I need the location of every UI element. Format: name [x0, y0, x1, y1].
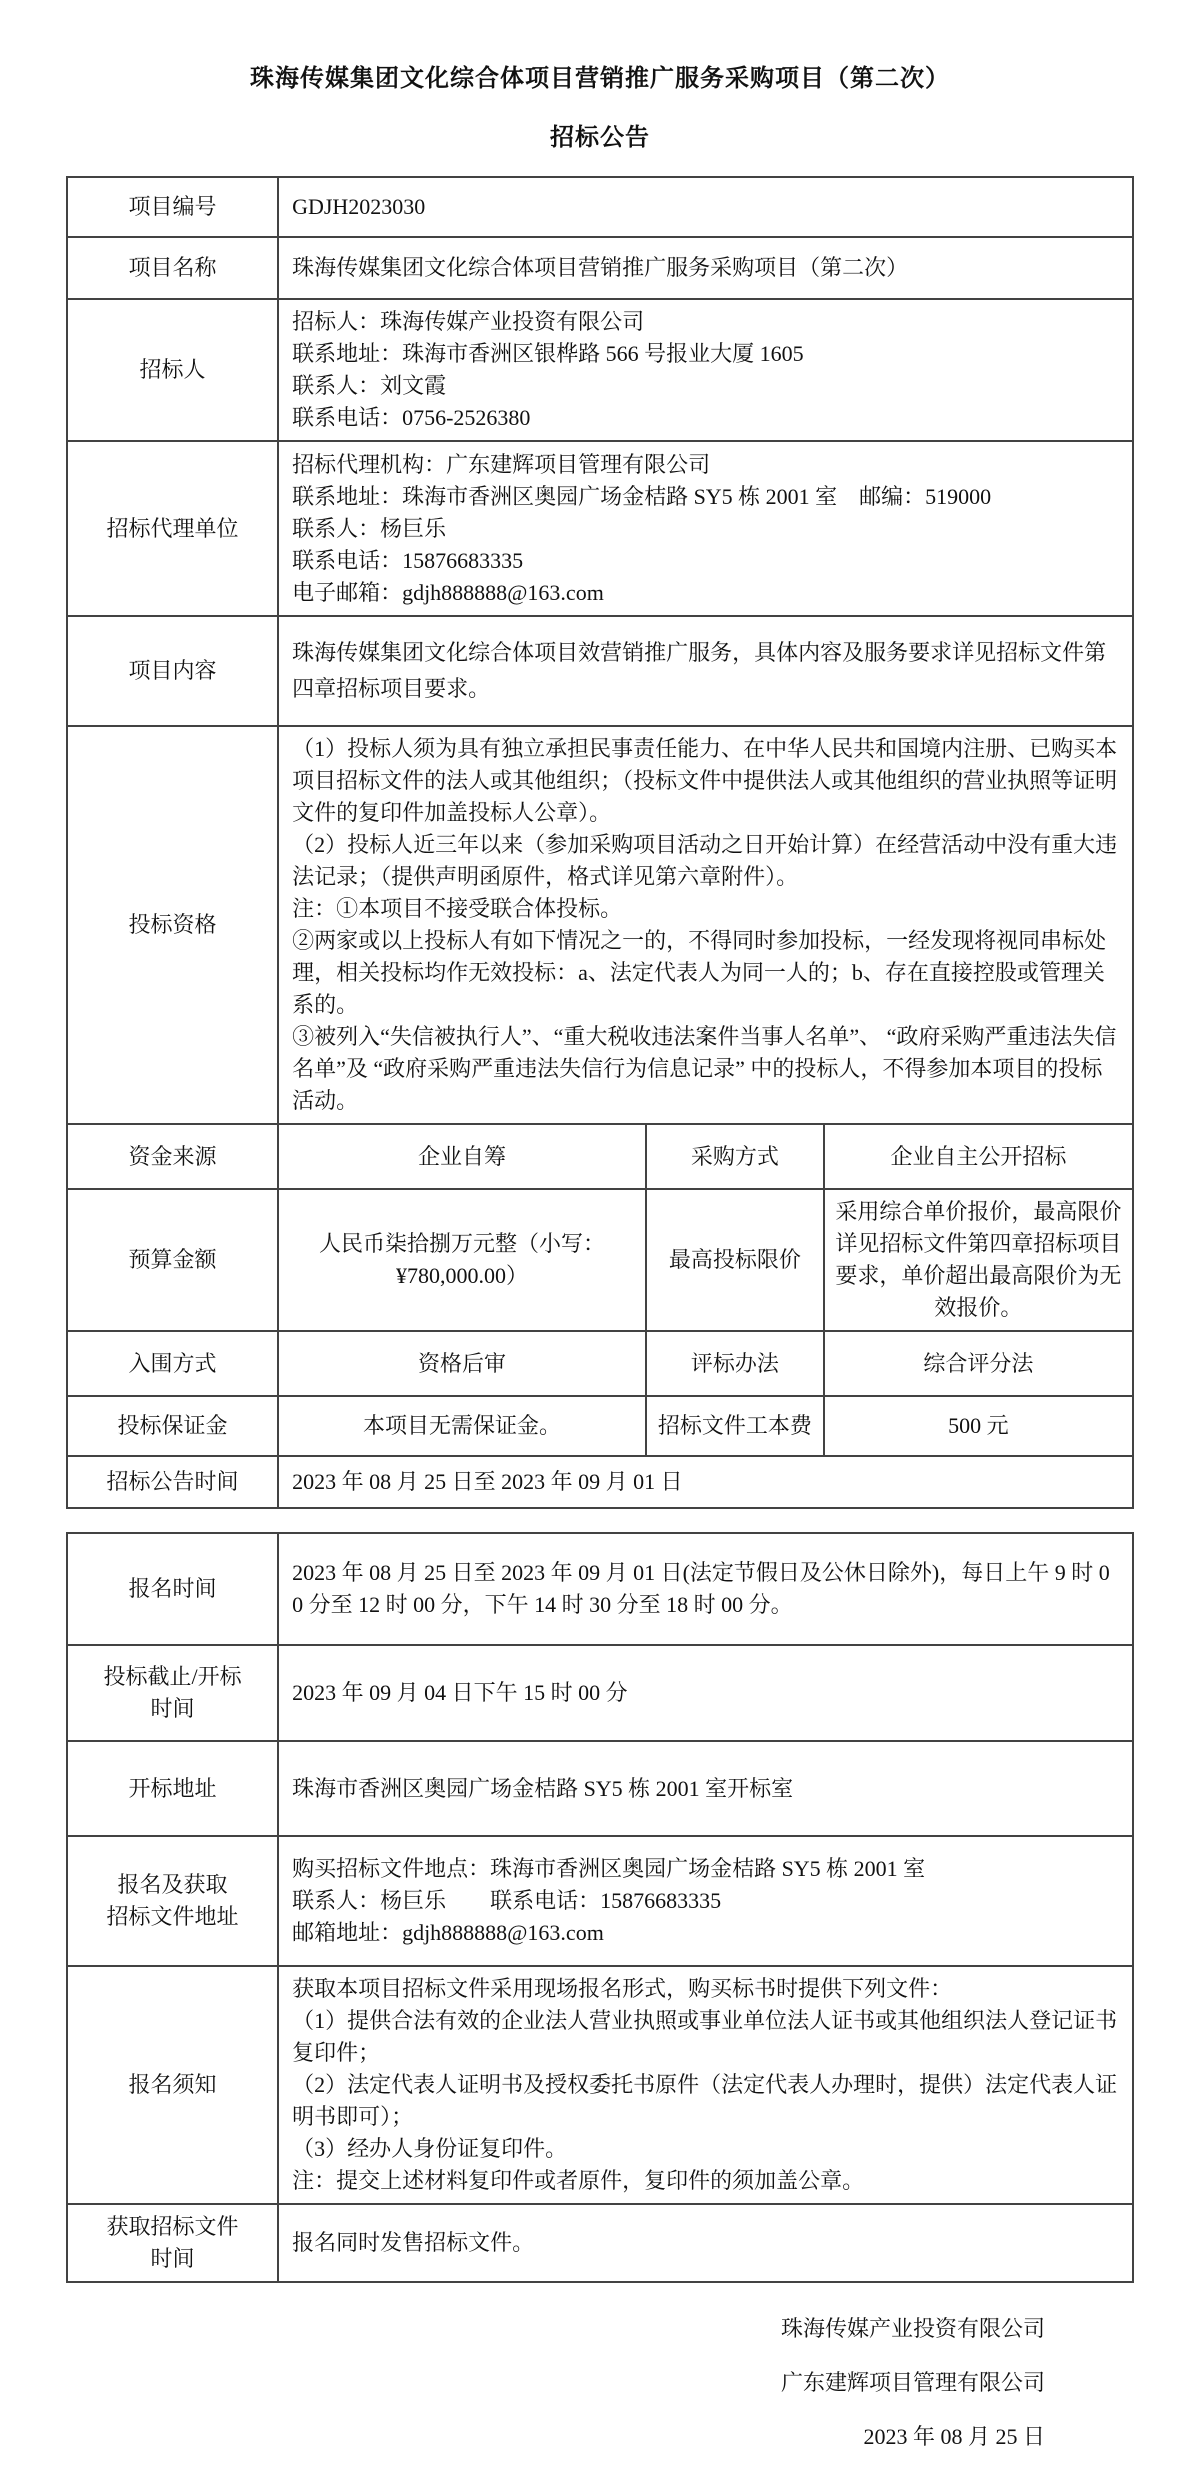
notice-item-3: （3）经办人身份证复印件。	[292, 2136, 568, 2161]
tenderer-address-line: 联系地址：珠海市香洲区银桦路 566 号报业大厦 1605	[292, 341, 804, 366]
shortlist-label: 入围方式	[67, 1331, 278, 1396]
doc-address-value	[278, 1836, 1133, 1966]
doc-address-email-line: 邮箱地址：gdjh888888@163.com	[292, 1920, 604, 1945]
row-budget	[67, 1189, 1133, 1331]
agency-phone-line: 联系电话：15876683335	[292, 547, 524, 573]
notice-item-1: （1）提供合法有效的企业法人营业执照或事业单位法人证书或其他组织法人登记证书复印件；	[292, 2008, 1118, 2065]
agency-contact-line: 联系人：杨巨乐	[292, 515, 447, 541]
announcement-period-label: 招标公告时间	[67, 1456, 278, 1508]
row-tenderer	[67, 299, 1133, 441]
doc-fee-value: 500 元	[824, 1396, 1133, 1456]
max-bid-price-value: 采用综合单价报价，最高限价详见招标文件第四章招标项目要求，单价超出最高限价为无效报价。	[824, 1189, 1133, 1331]
doc-address-contact-line: 联系人：杨巨乐 联系电话：15876683335	[292, 1888, 722, 1913]
bid-deadline-label	[67, 1645, 278, 1741]
agency-label: 招标代理单位	[67, 441, 278, 616]
qualification-note-3: ③被列入“失信被执行人”、“重大税收违法案件当事人名单”、 “政府采购严重违法失信名单”及 “政府采购严重违法失信行为信息记录” 中的投标人，不得参加本项目的投标活动。	[292, 1024, 1117, 1113]
doc-address-place-line: 购买招标文件地点：珠海市香洲区奥园广场金桔路 SY5 栋 2001 室	[292, 1856, 926, 1881]
open-address-value: 珠海市香洲区奥园广场金桔路 SY5 栋 2001 室开标室	[278, 1741, 1133, 1836]
announcement-period-value: 2023 年 08 月 25 日至 2023 年 09 月 01 日	[278, 1456, 1133, 1508]
qualification-item-1: （1）投标人须为具有独立承担民事责任能力、在中华人民共和国境内注册、已购买本项目招标文件的法人或其他组织；（投标文件中提供法人或其他组织的营业执照等证明文件的复印件加盖投标人公章）。	[292, 736, 1118, 825]
deposit-value: 本项目无需保证金。	[278, 1396, 646, 1456]
qualification-value	[278, 726, 1133, 1124]
funding-value: 企业自筹	[278, 1124, 646, 1189]
qualification-label: 投标资格	[67, 726, 278, 1124]
row-signup-time	[67, 1533, 1133, 1645]
tenderer-contact-line: 联系人：刘文霞	[292, 373, 447, 398]
tenderer-name-line: 招标人：珠海传媒产业投资有限公司	[292, 309, 645, 334]
signup-notice-value	[278, 1966, 1133, 2204]
project-name-value: 珠海传媒集团文化综合体项目营销推广服务采购项目（第二次）	[278, 237, 1133, 299]
row-signup-notice	[67, 1966, 1133, 2204]
max-bid-price-label: 最高投标限价	[646, 1189, 824, 1331]
notice-intro-line: 获取本项目招标文件采用现场报名形式，购买标书时提供下列文件：	[292, 1976, 953, 2001]
procurement-method-value: 企业自主公开招标	[824, 1124, 1133, 1189]
tenderer-signature: 珠海传媒产业投资有限公司	[780, 2316, 1045, 2341]
row-qualification	[67, 726, 1133, 1124]
tenderer-phone-line: 联系电话：0756-2526380	[292, 405, 531, 430]
row-doc-time	[67, 2204, 1133, 2282]
signup-notice-label: 报名须知	[67, 1966, 278, 2204]
page-subtitle: 招标公告	[550, 125, 650, 151]
signature-date: 2023 年 08 月 25 日	[863, 2424, 1045, 2449]
bid-deadline-value: 2023 年 09 月 04 日下午 15 时 00 分	[278, 1645, 1133, 1741]
tenderer-label: 招标人	[67, 299, 278, 441]
registration-table	[66, 1532, 1134, 2283]
doc-fee-label: 招标文件工本费	[646, 1396, 824, 1456]
doc-address-label-line-1: 报名及获取	[117, 1872, 228, 1897]
project-content-label: 项目内容	[67, 616, 278, 726]
doc-address-label-line-2: 招标文件地址	[106, 1904, 239, 1929]
doc-address-label	[67, 1836, 278, 1966]
notice-note-line: 注：提交上述材料复印件或者原件，复印件的须加盖公章。	[292, 2168, 865, 2193]
bid-deadline-label-line-2: 时间	[150, 1696, 195, 1721]
row-bid-deadline	[67, 1645, 1133, 1741]
evaluation-method-value: 综合评分法	[824, 1331, 1133, 1396]
doc-time-label	[67, 2204, 278, 2282]
bid-deadline-label-line-1: 投标截止/开标	[103, 1664, 242, 1689]
tenderer-value	[278, 299, 1133, 441]
budget-amount-words: 人民币柒拾捌万元整（小写：	[318, 1231, 605, 1256]
project-no-value: GDJH2023030	[278, 177, 1133, 237]
row-open-address	[67, 1741, 1133, 1836]
page-title: 珠海传媒集团文化综合体项目营销推广服务采购项目（第二次）	[250, 66, 950, 92]
qualification-note-1: 注：①本项目不接受联合体投标。	[292, 896, 623, 921]
row-doc-address	[67, 1836, 1133, 1966]
project-content-value: 珠海传媒集团文化综合体项目效营销推广服务，具体内容及服务要求详见招标文件第四章招标项目要求。	[278, 616, 1133, 726]
budget-amount-figures: ¥780,000.00）	[395, 1263, 528, 1288]
doc-time-label-line-2: 时间	[150, 2246, 195, 2271]
project-name-label: 项目名称	[67, 237, 278, 299]
open-address-label: 开标地址	[67, 1741, 278, 1836]
budget-label: 预算金额	[67, 1189, 278, 1331]
doc-time-label-line-1: 获取招标文件	[106, 2214, 239, 2239]
qualification-note-2: ②两家或以上投标人有如下情况之一的，不得同时参加投标，一经发现将视同串标处理，相关投标均作无效投标：a、法定代表人为同一人的；b、存在直接控股或管理关系的。	[292, 928, 1107, 1017]
tender-info-table	[66, 176, 1134, 1509]
row-project-name	[67, 237, 1133, 299]
row-deposit	[67, 1396, 1133, 1456]
funding-label: 资金来源	[67, 1124, 278, 1189]
deposit-label: 投标保证金	[67, 1396, 278, 1456]
row-project-no	[67, 177, 1133, 237]
notice-item-2: （2）法定代表人证明书及授权委托书原件（法定代表人办理时，提供）法定代表人证明书即可）；	[292, 2072, 1118, 2129]
evaluation-method-label: 评标办法	[646, 1331, 824, 1396]
row-project-content	[67, 616, 1133, 726]
agency-name-line: 招标代理机构：广东建辉项目管理有限公司	[292, 451, 711, 477]
signup-time-label: 报名时间	[67, 1533, 278, 1645]
row-announcement-period	[67, 1456, 1133, 1508]
budget-value	[278, 1189, 646, 1331]
signup-time-value: 2023 年 08 月 25 日至 2023 年 09 月 01 日(法定节假日及公休日除外)，每日上午 9 时 00 分至 12 时 00 分，下午 14 时 30 分至 18 时 00 分。	[278, 1533, 1133, 1645]
agency-email-line: 电子邮箱：gdjh888888@163.com	[292, 579, 604, 605]
row-agency	[67, 441, 1133, 616]
qualification-item-2: （2）投标人近三年以来（参加采购项目活动之日开始计算）在经营活动中没有重大违法记录；（提供声明函原件，格式详见第六章附件）。	[292, 832, 1118, 889]
shortlist-value: 资格后审	[278, 1331, 646, 1396]
row-shortlist	[67, 1331, 1133, 1396]
signature-footer	[0, 2313, 1200, 2453]
project-no-label: 项目编号	[67, 177, 278, 237]
agency-value	[278, 441, 1133, 616]
row-funding	[67, 1124, 1133, 1189]
procurement-method-label: 采购方式	[646, 1124, 824, 1189]
doc-time-value: 报名同时发售招标文件。	[278, 2204, 1133, 2282]
agency-signature: 广东建辉项目管理有限公司	[780, 2370, 1045, 2395]
agency-address-line: 联系地址：珠海市香洲区奥园广场金桔路 SY5 栋 2001 室 邮编：519000	[292, 483, 992, 509]
